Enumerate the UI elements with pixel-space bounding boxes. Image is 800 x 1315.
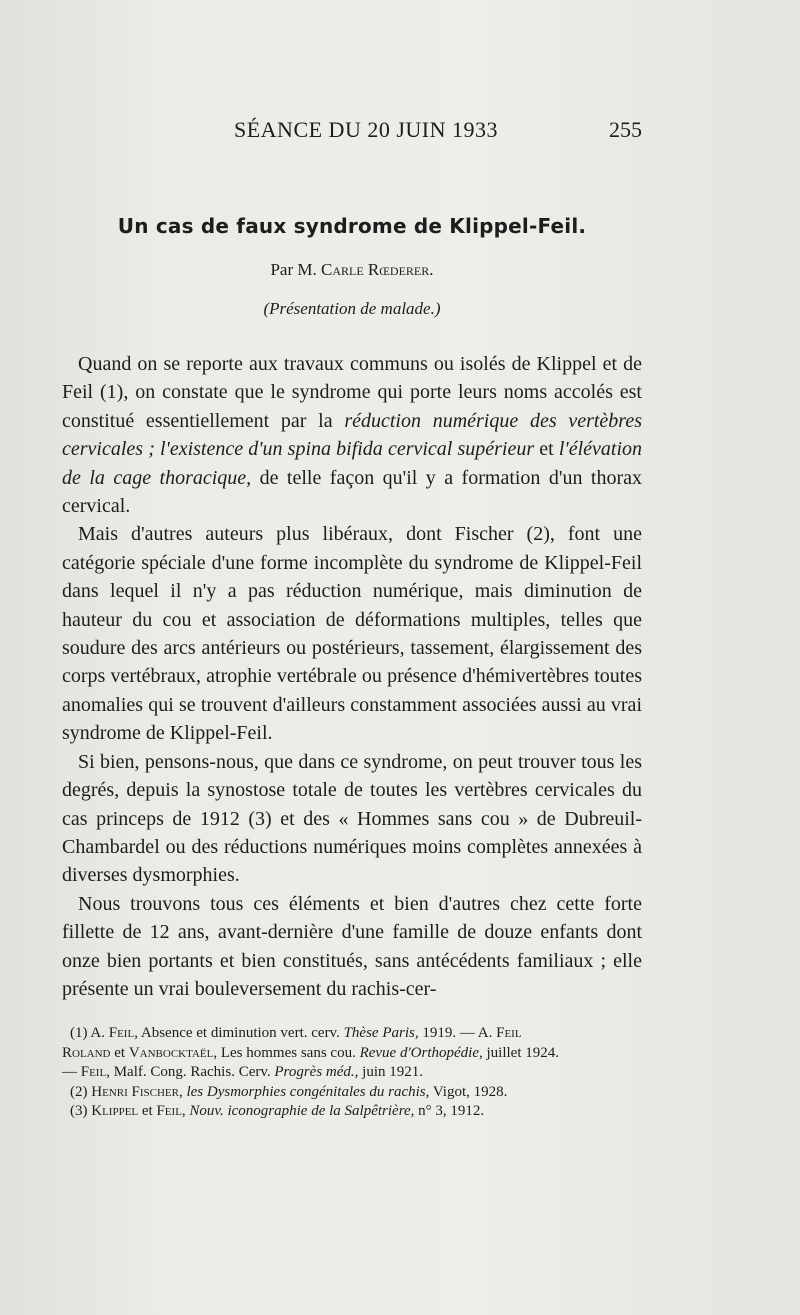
- fn1-date-2: juillet 1924.: [482, 1044, 559, 1061]
- paragraph-4: Nous trouvons tous ces éléments et bien d'autres chez cette forte fillette de 12 ans, avant-dernière d'une famille de douze enfants dont onze bien portants et bien constitués, sans antécédents familiaux ; elle présente un vrai bouleversement du rachis-cer-: [62, 892, 642, 1000]
- footnote-2: [62, 1083, 644, 1103]
- paragraph-3: Si bien, pensons-nous, que dans ce syndrome, on peut trouver tous les degrés, depuis la synostose totale de toutes les vertèbres cervicales du cas princeps de 1912 (3) et des « Hommes sans cou » de Dubreuil-Chambardel ou des réductions numériques moins complètes annexées à diverses dysmorphies.: [62, 750, 642, 887]
- fn1-author: Feil: [108, 1025, 135, 1041]
- p1-text-e: de telle façon qu'il y a formation d'un thorax cervical.: [62, 466, 643, 518]
- fn2-author: Henri Fischer: [91, 1083, 179, 1100]
- fn1-author-5: Feil: [80, 1064, 107, 1080]
- paragraph-1: [62, 350, 642, 520]
- fn3-number: (3): [70, 1103, 92, 1119]
- fn1-source-2: Revue d'Orthopédie,: [359, 1044, 483, 1061]
- fn1-author-4: Vanbocktaël: [128, 1044, 214, 1061]
- fn1-text-4: , Les hommes sans cou.: [213, 1044, 360, 1061]
- fn2-number: (2): [70, 1083, 92, 1100]
- fn1-date-3: juin 1921.: [358, 1064, 423, 1080]
- p1-emphasis-b: réduction numérique des vertèbres cervicales ; l'existence d'un spina bifida cervical supérieur: [62, 409, 642, 461]
- presentation-note: (Présentation de malade.): [263, 299, 441, 318]
- fn1-text-5: , Malf. Cong. Rachis. Cerv.: [106, 1064, 275, 1080]
- fn1-text: , Absence et diminution vert. cerv.: [134, 1025, 344, 1041]
- fn1-author-3: Roland: [62, 1044, 111, 1061]
- fn1-dash: —: [62, 1064, 81, 1080]
- paragraph-2: Mais d'autres auteurs plus libéraux, dont Fischer (2), font une catégorie spéciale d'une forme incomplète du syndrome de Klippel-Feil dans lequel il n'y a pas réduction numérique, mais diminution de hauteur du cou et association de déformations multiples, telles que soudure des arcs antérieurs ou postérieurs, tassement, élargissement des corps vertébraux, atrophie vertébrale ou présence d'hémivertèbres toutes anomalies qui se trouvent d'ailleurs constamment associées aussi au vrai syndrome de Klippel-Feil.: [62, 523, 642, 745]
- footnote-1: [62, 1024, 644, 1083]
- author-prefix: Par M.: [270, 260, 317, 279]
- running-title: SÉANCE DU 20 JUIN 1933: [234, 117, 498, 142]
- footnote-3: [62, 1102, 644, 1122]
- author-name: Carle Rœderer.: [321, 260, 434, 279]
- fn1-text-2: 1919. — A.: [418, 1025, 497, 1041]
- fn3-issue: n° 3, 1912.: [414, 1103, 485, 1119]
- fn3-author-2: Feil: [156, 1103, 182, 1119]
- fn1-source-3: Progrès méd.,: [274, 1064, 359, 1080]
- article-title: Un cas de faux syndrome de Klippel-Feil.: [117, 214, 587, 238]
- fn3-comma: ,: [181, 1103, 190, 1119]
- footnotes: [62, 1024, 644, 1122]
- fn2-source: les Dysmorphies congénitales du rachis,: [186, 1083, 430, 1100]
- fn1-source: Thèse Paris,: [343, 1025, 419, 1041]
- article-body: [62, 350, 642, 1003]
- fn3-author: Klippel: [91, 1103, 139, 1119]
- p1-emphasis-d: l'élévation de la cage thoracique,: [62, 438, 642, 489]
- page-number: 255: [609, 117, 642, 142]
- fn1-number: (1) A.: [70, 1025, 109, 1041]
- fn2-comma: ,: [178, 1083, 187, 1100]
- fn1-text-3: et: [110, 1044, 129, 1061]
- author-line: [62, 260, 642, 280]
- fn1-author-2: Feil: [496, 1025, 522, 1041]
- p1-text-c: et: [534, 438, 559, 461]
- running-head: [62, 115, 642, 149]
- p1-text-a: Quand on se reporte aux travaux communs ou isolés de Klippel et de Feil (1), on constate que le syndrome qui porte leurs noms accolés est constitué essentiellement par la: [62, 353, 642, 432]
- fn3-source: Nouv. iconographie de la Salpêtrière,: [189, 1103, 415, 1119]
- fn3-and: et: [138, 1103, 157, 1119]
- fn2-publisher: Vigot, 1928.: [429, 1083, 508, 1100]
